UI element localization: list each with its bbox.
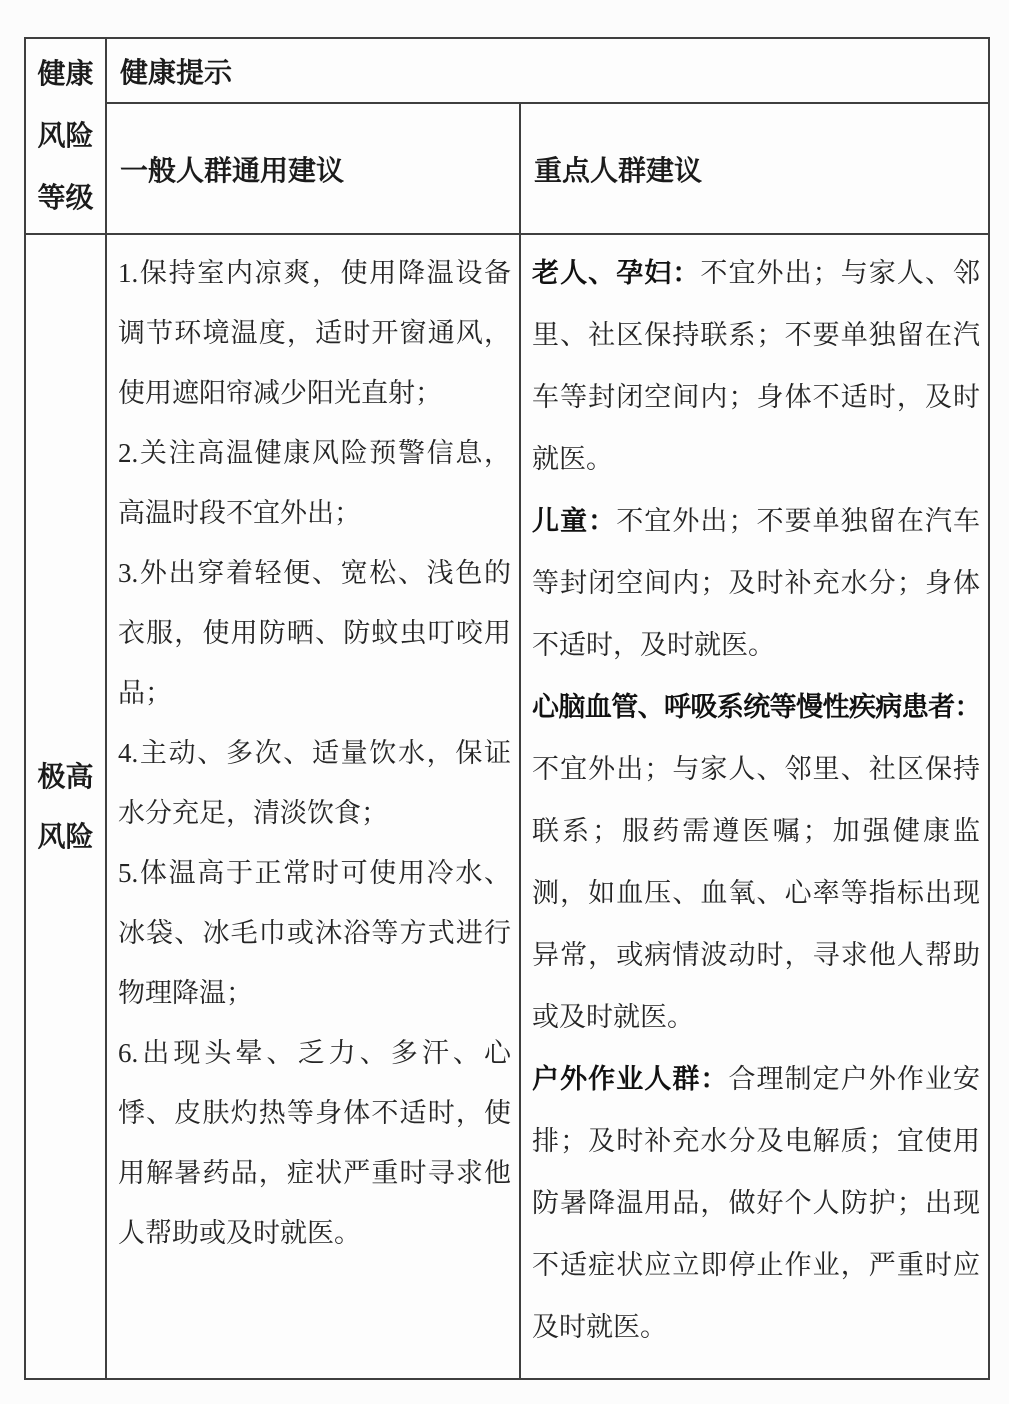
health-risk-table — [24, 37, 990, 1380]
risk-level-line: 极高 — [37, 760, 94, 792]
general-advice-item: 6.出现头晕、乏力、多汗、心悸、皮肤灼热等身体不适时，使用解暑药品，症状严重时寻求他人帮助或及时就医。 — [118, 1038, 511, 1248]
key-group-text: 不宜外出；与家人、邻里、社区保持联系；不要单独留在汽车等封闭空间内；身体不适时，及时就医。 — [532, 258, 981, 474]
general-advice-item: 5.体温高于正常时可使用冷水、冰袋、冰毛巾或沐浴等方式进行物理降温； — [118, 858, 511, 1008]
key-groups-header-label: 重点人群建议 — [534, 154, 703, 186]
key-groups-cell — [520, 234, 989, 1379]
key-group-paragraph — [532, 1048, 980, 1358]
general-advice-cell — [106, 234, 520, 1379]
key-group-text: 不宜外出；与家人、邻里、社区保持联系；服药需遵医嘱；加强健康监测，如血压、血氧、心率等指标出现异常，或病情波动时，寻求他人帮助或及时就医。 — [532, 754, 981, 1032]
risk-level-header-line: 风险 — [37, 120, 94, 151]
risk-level-header-line: 健康 — [37, 58, 94, 89]
key-group-label: 儿童： — [532, 506, 617, 536]
key-group-paragraph — [532, 490, 980, 676]
key-group-paragraph — [532, 676, 980, 1048]
general-advice-item: 4.主动、多次、适量饮水，保证水分充足，清淡饮食； — [118, 738, 511, 828]
risk-level-cell — [25, 234, 106, 1379]
general-advice-header-label: 一般人群通用建议 — [120, 154, 345, 186]
key-group-text: 合理制定户外作业安排；及时补充水分及电解质；宜使用防暑降温用品，做好个人防护；出现不适症状应立即停止作业，严重时应及时就医。 — [532, 1064, 981, 1342]
general-advice-item: 1.保持室内凉爽，使用降温设备调节环境温度，适时开窗通风，使用遮阳帘减少阳光直射； — [118, 258, 511, 408]
general-advice-item: 2.关注高温健康风险预警信息，高温时段不宜外出； — [118, 438, 511, 528]
tips-header-cell — [106, 38, 989, 103]
risk-level-header-cell — [25, 38, 106, 234]
risk-level-line: 风险 — [37, 820, 94, 852]
tips-header-label: 健康提示 — [120, 56, 233, 88]
general-advice-item: 3.外出穿着轻便、宽松、浅色的衣服，使用防晒、防蚊虫叮咬用品； — [118, 558, 511, 708]
key-group-label: 心脑血管、呼吸系统等慢性疾病患者： — [532, 692, 981, 722]
key-group-text: 不宜外出；不要单独留在汽车等封闭空间内；及时补充水分；身体不适时，及时就医。 — [532, 506, 981, 660]
key-group-label: 老人、孕妇： — [532, 258, 701, 288]
general-advice-header-cell — [106, 103, 520, 234]
risk-level-header-line: 等级 — [37, 182, 94, 213]
key-groups-header-cell — [520, 103, 989, 234]
key-group-paragraph — [532, 242, 980, 490]
key-group-label: 户外作业人群： — [532, 1064, 729, 1094]
